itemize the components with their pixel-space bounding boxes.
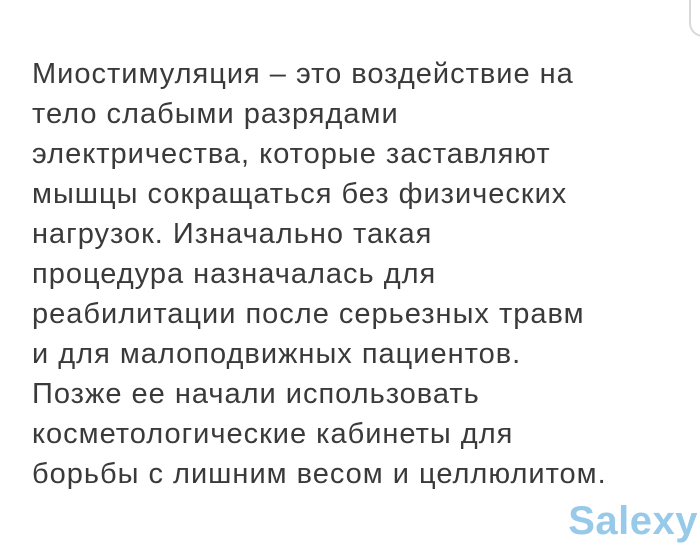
- paragraph-line: косметологические кабинеты для: [32, 418, 514, 450]
- description-paragraph: [32, 54, 672, 494]
- paragraph-line: реабилитации после серьезных травм: [32, 298, 585, 330]
- paragraph-line: борьбы с лишним весом и целлюлитом.: [32, 458, 607, 490]
- card-corner-decoration: [689, 0, 700, 37]
- salexy-watermark: Salexy: [568, 499, 698, 543]
- paragraph-line: тело слабыми разрядами: [32, 98, 399, 130]
- paragraph-line: нагрузок. Изначально такая: [32, 218, 433, 250]
- paragraph-line: электричества, которые заставляют: [32, 138, 551, 170]
- paragraph-line: процедура назначалась для: [32, 258, 437, 290]
- paragraph-line: и для малоподвижных пациентов.: [32, 338, 522, 370]
- paragraph-line: мышцы сокращаться без физических: [32, 178, 568, 210]
- paragraph-line: Позже ее начали использовать: [32, 378, 480, 410]
- paragraph-line: Миостимуляция – это воздействие на: [32, 58, 574, 90]
